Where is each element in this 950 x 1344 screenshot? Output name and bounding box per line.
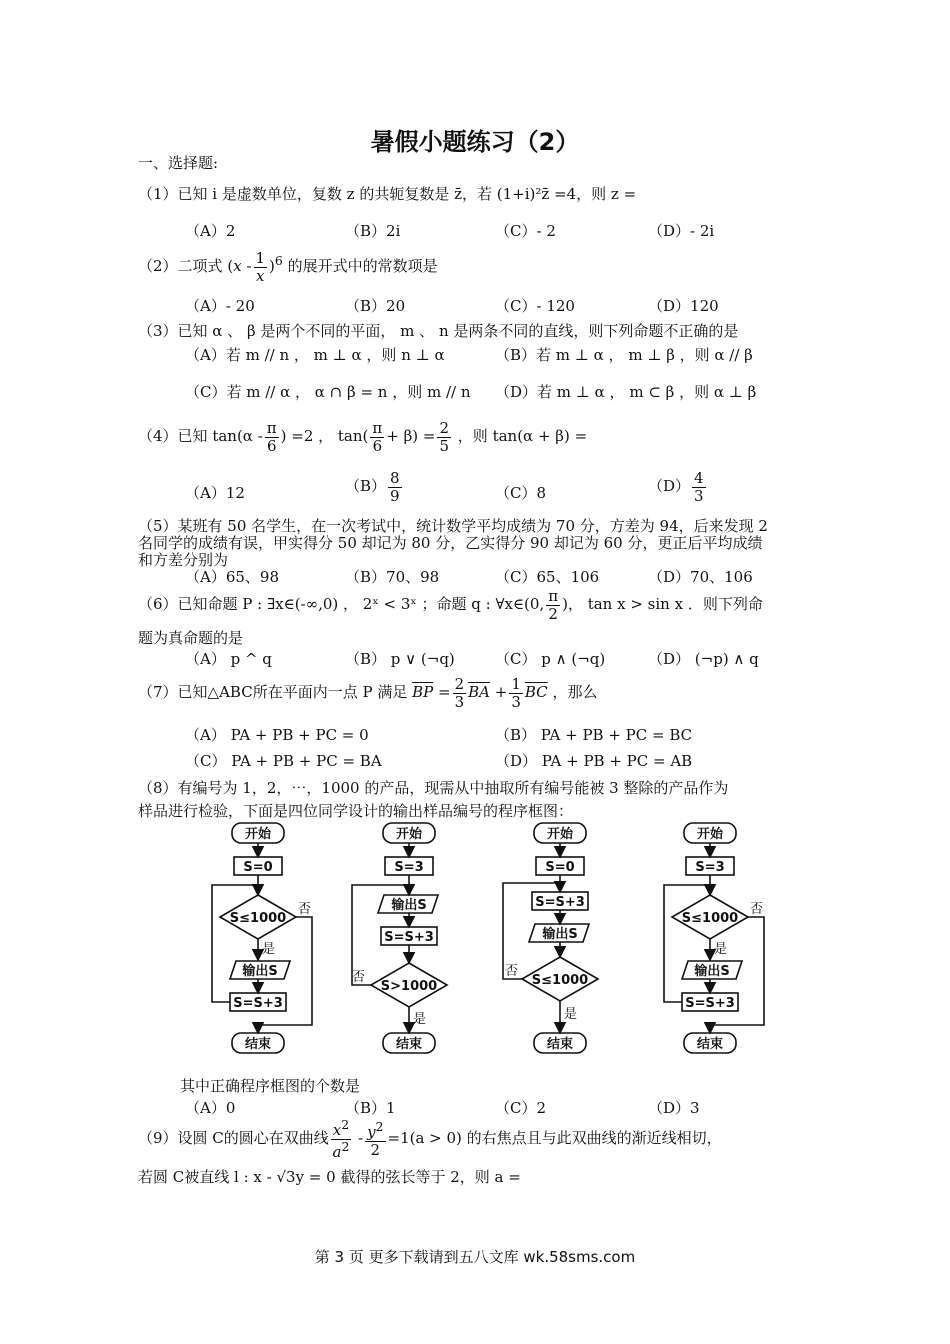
page-footer: 第 3 页 更多下载请到五八文库 wk.58sms.com	[314, 1248, 636, 1266]
fc2-init: S=3	[394, 860, 424, 875]
q5-line-3: 和方差分别为	[138, 551, 229, 569]
fc2-end: 结束	[395, 1037, 423, 1052]
q4-option-b	[345, 470, 404, 504]
q3-option-d: （D）若 m ⊥ α ， m ⊂ β ，则 α ⊥ β	[495, 383, 757, 401]
fc3-cond: S≤1000	[531, 973, 589, 988]
q6-line-2: 题为真命题的是	[138, 629, 244, 647]
q7-text-pre: （7）已知△ABC所在平面内一点 P 满足	[138, 683, 408, 701]
q2-option-a: （A）- 20	[185, 297, 255, 315]
q2-text-post: 的展开式中的常数项是	[287, 257, 438, 275]
q4-option-b-label: （B）	[345, 477, 387, 495]
q8-line-2: 样品进行检验，下面是四位同学设计的输出样品编号的程序框图：	[138, 802, 574, 820]
fc2-cond: S>1000	[380, 979, 438, 994]
q4-option-d-label: （D）	[648, 477, 691, 495]
q2-option-c: （C）- 120	[495, 297, 575, 315]
q9-line-1: （9）设圆 C的圆心在双曲线 $\frac{x^2}{a^2}$ - $\frac{y^2}{2}$ =1(a > 0) 的右焦点且与此双曲线的渐近线相切，	[138, 1117, 722, 1161]
fc4-start: 开始	[696, 827, 724, 842]
fc3-end: 结束	[546, 1037, 574, 1052]
q9-line-1-post: =1(a > 0) 的右焦点且与此双曲线的渐近线相切，	[387, 1129, 722, 1147]
q6-option-a: （A） p ^ q	[185, 650, 272, 668]
question-2	[138, 250, 438, 284]
fc1-cond: S≤1000	[229, 911, 287, 926]
fc3-start: 开始	[546, 827, 574, 842]
page-title: 暑假小题练习（2）	[370, 128, 580, 156]
flowchart-1	[212, 823, 312, 1053]
fc3-inc: S=S+3	[535, 895, 585, 910]
fc1-init: S=0	[243, 860, 273, 875]
q1-option-a: （A）2	[185, 222, 236, 240]
q3-option-c: （C）若 m // α ， α ∩ β = n ，则 m // n	[185, 383, 471, 401]
q7-option-c: （C） PA + PB + PC = BA	[185, 752, 382, 770]
q8-option-c: （C）2	[495, 1099, 547, 1117]
q2-option-b: （B）20	[345, 297, 406, 315]
q7-equation: $\overline{BP}$ = $\frac{2}{3}$ $\overline{BA}$ + $\frac{1}{3}$ $\overline{BC}$	[412, 675, 548, 711]
flowchart-3	[503, 823, 598, 1053]
q1-option-d: （D）- 2i	[648, 222, 715, 240]
q8-option-b: （B）1	[345, 1099, 396, 1117]
fc2-start: 开始	[395, 827, 423, 842]
q1-option-c: （C）- 2	[495, 222, 556, 240]
q3-option-a: （A）若 m // n ， m ⊥ α ，则 n ⊥ α	[185, 346, 445, 364]
q8-question: 其中正确程序框图的个数是	[180, 1077, 361, 1095]
flowcharts	[0, 815, 950, 1060]
question-1: （1）已知 i 是虚数单位，复数 z 的共轭复数是 z̄，若 (1+i)²z̄ =4，则 z =	[138, 185, 637, 203]
q5-line-2: 名同学的成绩有误，甲实得分 50 却记为 80 分，乙实得分 90 却记为 60 分，更正后平均成绩	[138, 534, 763, 552]
q7-option-a: （A） PA + PB + PC = 0	[185, 726, 369, 744]
q2-binomial: (x - $\frac{1}{x}$ )$^6$	[227, 249, 283, 285]
section-heading: 一、选择题:	[138, 154, 219, 172]
fc4-cond: S≤1000	[681, 911, 739, 926]
fc4-inc: S=S+3	[685, 996, 735, 1011]
q4-d-num: 4	[694, 469, 704, 487]
fc3-yes: 是	[564, 1007, 578, 1022]
fc4-out: 输出S	[694, 964, 730, 979]
q4-b-num: 8	[390, 469, 400, 487]
question-4	[138, 420, 587, 454]
question-3: （3）已知 α 、 β 是两个不同的平面， m 、 n 是两条不同的直线，则下列命题不正确的是	[138, 322, 739, 340]
question-7	[138, 676, 597, 710]
q4-d-den: 3	[694, 486, 704, 505]
flowchart-2	[352, 823, 447, 1053]
fc1-end: 结束	[244, 1037, 272, 1052]
fc2-inc: S=S+3	[384, 930, 434, 945]
fc3-out: 输出S	[542, 927, 578, 942]
q4-given: tan(α - $\frac{\pi}{6}$ ) =2 ， tan( $\frac{\pi}{6}$ + β) = $\frac{2}{5}$	[212, 419, 450, 455]
q7-text-post: ，那么	[552, 683, 598, 701]
q4-option-a: （A）12	[185, 484, 245, 502]
fc1-no: 否	[298, 902, 312, 917]
q4-text-post: ，则 tan(α + β) =	[457, 427, 588, 445]
q9-line-1-pre: （9）设圆 C的圆心在双曲线	[138, 1129, 329, 1147]
q1-option-b: （B）2i	[345, 222, 401, 240]
fc1-start: 开始	[244, 827, 272, 842]
fc2-yes: 是	[413, 1012, 427, 1027]
flowchart-4	[664, 823, 764, 1053]
fc4-end: 结束	[696, 1037, 724, 1052]
q6-option-b: （B） p ∨ (¬q)	[345, 650, 455, 668]
fc2-no: 否	[352, 970, 366, 985]
fc3-no: 否	[505, 964, 519, 979]
q3-option-b: （B）若 m ⊥ α ， m ⊥ β ，则 α // β	[495, 346, 753, 364]
q7-option-b: （B） PA + PB + PC = BC	[495, 726, 693, 744]
q5-option-a: （A）65、98	[185, 568, 280, 586]
q6-line-1-post: )， tan x > sin x ．则下列命	[562, 595, 763, 613]
q7-option-d: （D） PA + PB + PC = AB	[495, 752, 693, 770]
fc3-init: S=0	[545, 860, 575, 875]
q5-option-c: （C）65、106	[495, 568, 600, 586]
fc1-inc: S=S+3	[233, 996, 283, 1011]
fc4-yes: 是	[714, 942, 728, 957]
q2-text-pre: （2）二项式	[138, 257, 223, 275]
q4-text-pre: （4）已知	[138, 427, 208, 445]
q8-option-a: （A）0	[185, 1099, 236, 1117]
q2-option-d: （D）120	[648, 297, 719, 315]
q6-option-c: （C） p ∧ (¬q)	[495, 650, 606, 668]
fc1-out: 输出S	[242, 964, 278, 979]
q8-line-1: （8）有编号为 1，2，⋯，1000 的产品，现需从中抽取所有编号能被 3 整除的产品作为	[138, 779, 729, 797]
q5-option-b: （B）70、98	[345, 568, 440, 586]
q6-option-d: （D） (¬p) ∧ q	[648, 650, 759, 668]
q4-option-d	[648, 470, 708, 504]
fc2-out: 输出S	[391, 898, 427, 913]
q4-b-den: 9	[390, 486, 400, 505]
q6-line-1-pre: （6）已知命题 P : ∃x∈(-∞,0) ， 2ˣ < 3ˣ ；命题 q : ∀x∈(0,	[138, 595, 545, 613]
q4-option-c: （C）8	[495, 484, 547, 502]
q9-line-2: 若圆 C被直线 l : x - √3y = 0 截得的弦长等于 2，则 a =	[138, 1168, 521, 1186]
q6-line-1: （6）已知命题 P : ∃x∈(-∞,0) ， 2ˣ < 3ˣ ；命题 q : ∀x∈(0, $\frac{\pi}{2}$ )， tan x > sin x ．则下列命	[138, 587, 763, 623]
q5-line-1: （5）某班有 50 名学生，在一次考试中，统计数学平均成绩为 70 分，方差为 94，后来发现 2	[138, 517, 768, 535]
fc1-yes: 是	[262, 942, 276, 957]
fc4-init: S=3	[695, 860, 725, 875]
q5-option-d: （D）70、106	[648, 568, 753, 586]
q8-option-d: （D）3	[648, 1099, 700, 1117]
fc4-no: 否	[750, 902, 764, 917]
